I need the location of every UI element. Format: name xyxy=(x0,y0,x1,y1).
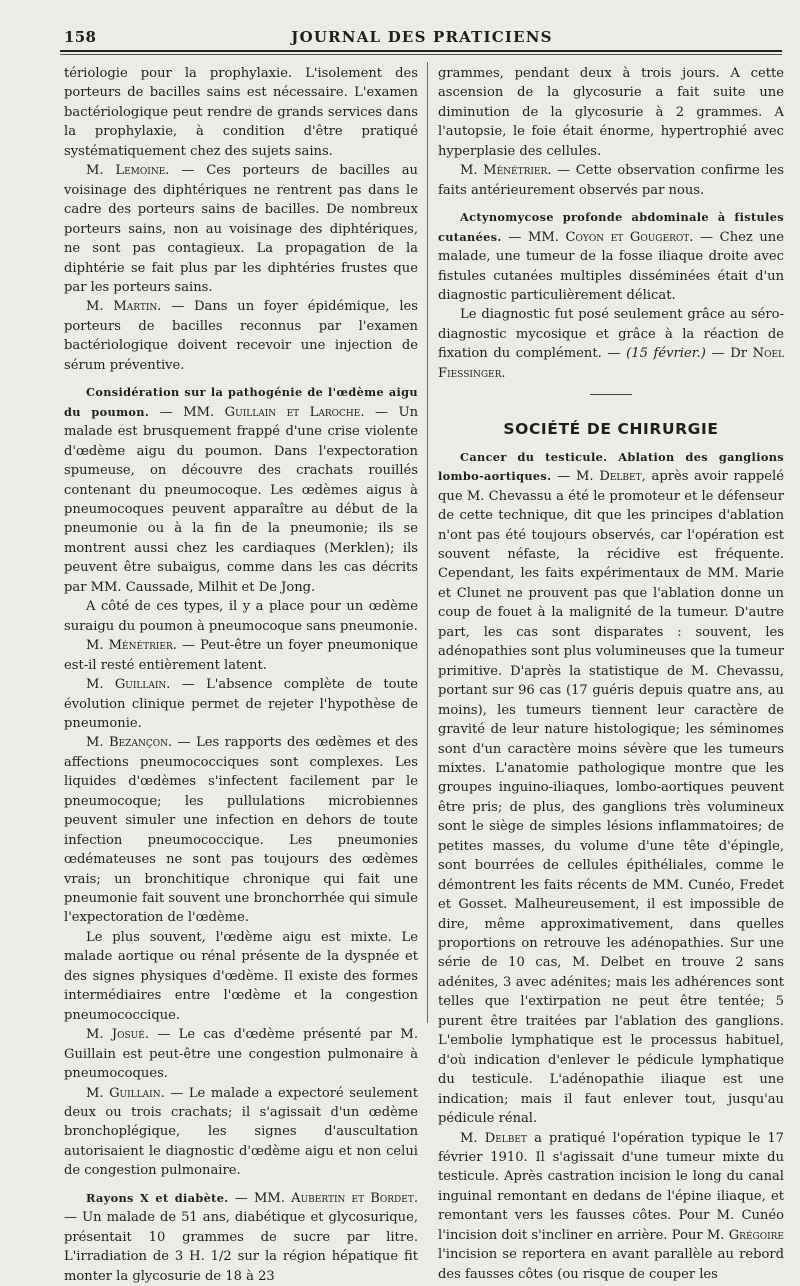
communication-title: Considération sur la pathogénie de l'œdème aigu du poumon. xyxy=(64,385,418,419)
speaker-name: M. Ménétrier. xyxy=(86,638,177,654)
paragraph-text: — Un malade est brusquement frappé d'une crise violente d'œdème aigu du poumon. Dans l'expectoration spumeuse, on découvre des crachats rouillés contenant du pneumocoque. Les œdèmes aigus à pneumocoques peuvent apparaître au début de la pneumonie ou à la fin de la pneumonie; ils se montrent aussi chez les cardiaques (Merklen); ils peuvent être subaigus, comme dans les cas décrits par MM. Caussade, Milhit et De Jong. xyxy=(64,404,418,595)
paragraph: Le plus souvent, l'œdème aigu est mixte. Le malade aortique ou rénal présente de la dyspnée et des signes physiques d'œdème. Il existe des formes intermédiaires entre l'œdème et la congestion pneumococcique. xyxy=(64,929,418,1023)
author-names: Coyon et Gougerot. xyxy=(565,229,694,245)
paragraph: A côté de ces types, il y a place pour un œdème suraigu du poumon à pneumocoque sans pneumonie. xyxy=(64,599,418,634)
separator-rule xyxy=(590,394,632,395)
signature: Noel Fiessinger. xyxy=(438,346,784,381)
author-name: Grégoire xyxy=(728,1227,784,1243)
paragraph xyxy=(64,161,418,297)
paragraph xyxy=(64,1189,418,1286)
paragraph-text: — MM. xyxy=(501,229,566,245)
paragraph xyxy=(64,383,418,597)
session-date: (15 février.) xyxy=(626,346,706,362)
page-number: 158 xyxy=(64,28,97,46)
speaker-name: M. Guillain. xyxy=(86,1085,165,1101)
paragraph xyxy=(64,1025,418,1083)
paragraph-text: — L'absence complète de toute évolution clinique permet de rejeter l'hypothèse de pneumonie. xyxy=(64,677,418,731)
left-column xyxy=(64,64,418,1286)
author-name: Delbet xyxy=(484,1130,527,1146)
paragraph-text: — Les rapports des œdèmes et des affections pneumococciques sont complexes. Les liquides d'œdèmes s'infectent facilement par le pneumocoque; les pullulations microbiennes peuvent simuler une infection en dehors de toute infection pneumococcique. Les pneumonies œdémateuses ne sont pas toujours des œdèmes vrais; un bronchitique chronique qui fait une pneumonie fait souvent une bronchorrhée qui simule l'expectoration de l'œdème. xyxy=(64,735,418,926)
speaker-name: M. Josué. xyxy=(86,1027,149,1043)
section-heading: SOCIÉTÉ DE CHIRURGIE xyxy=(503,420,719,439)
paragraph-text: , après avoir rappelé que M. Chevassu a été le promoteur et le défenseur de cette technique, dit que les principes d'ablation n'ont pas été toujours observés, car l'opération est souvent néfaste, la récidive est fréquente. Cependant, les faits expérimentaux de MM. Marie et Clunet ne prouvent pas que l'ablation donne un coup de fouet à la malignité de la tumeur. D'autre part, les cas sont disparates : souvent, les adénopathies sont plus volumineuses que la tumeur primitive. D'après la statistique de M. Chevassu, portant sur 96 cas (17 guéris depuis quatre ans, au moins), les tumeurs tiennent leur caractère de gravité de leur nature histologique; les séminomes sont d'un caractère moins sévère que les tumeurs mixtes. L'anatomie pathologique montre que les groupes inguino-iliaques, lombo-aortiques peuvent être pris; de plus, des ganglions très volumineux sont le siège de simples lésions inflammatoires; de petites masses, du volume d'une tête d'épingle, sont bourrées de cellules épithéliales, comme le démontrent les faits récents de MM. Cunéo, Fredet et Gosset. Malheureusement, il est impossible de dire, même approximativement, dans quelles proportions on retrouve les adénopathies. Sur une série de 10 cas, M. Delbet en trouve 2 sans adénites, 3 avec adénites; mais les adhérences sont telles que l'extirpation ne peut être tentée; 5 purent être traitées par l'ablation des ganglions. L'embolie lymphatique est le processus habituel, d'où indication d'enlever le pédicule lymphatique du testicule. L'adénopathie iliaque est une indication; mais il faut enlever tout, jusqu'au pédicule rénal. xyxy=(438,469,784,1127)
paragraph: grammes, pendant deux à trois jours. A cette ascension de la glycosurie a fait suite une diminution de la glycosurie à 2 grammes. A l'autopsie, le foie était énorme, hypertrophié avec hyperplasie des cellules. xyxy=(438,66,784,159)
paragraph-text: — MM. xyxy=(228,1190,292,1206)
speaker-name: M. Guillain. xyxy=(86,677,171,693)
paragraph-text: — MM. xyxy=(149,404,225,420)
speaker-name: M. Lemoine. xyxy=(86,163,170,179)
author-names: Aubertin et Bordet. xyxy=(291,1190,419,1206)
paragraph xyxy=(64,675,418,733)
paragraph-text: — Dr xyxy=(705,346,753,362)
paragraph-text: — M. xyxy=(551,469,600,485)
paragraph-text: l'incision se reportera en avant parallèle au rebord des fausses côtes (ou risque de couper les xyxy=(438,1247,784,1282)
journal-title: JOURNAL DES PRATICIENS xyxy=(291,28,553,46)
paragraph-text: — Cette observation confirme les faits antérieurement observés par nous. xyxy=(438,163,784,198)
paragraph xyxy=(438,208,784,305)
paragraph xyxy=(438,448,784,1129)
header-rule xyxy=(60,50,782,52)
paragraph xyxy=(64,1084,418,1181)
speaker-name: M. Martin. xyxy=(86,299,162,315)
speaker-name: M. Bezançon. xyxy=(86,735,173,751)
right-column xyxy=(438,64,784,1284)
paragraph xyxy=(64,636,418,675)
speaker-name: M. Ménétrier. xyxy=(460,163,552,179)
page-header xyxy=(62,26,782,48)
paragraph-text: Le diagnostic fut posé seulement grâce au séro-diagnostic mycosique et grâce à la réaction de fixation du complément. — xyxy=(438,307,784,362)
paragraph xyxy=(438,305,784,383)
paragraph xyxy=(438,161,784,200)
paragraph-text: — Un malade de 51 ans, diabétique et glycosurique, présentait 10 grammes de sucre par litre. L'irradiation de 3 H. 1/2 sur la région hépatique fit monter la glycosurie de 18 à 23 xyxy=(64,1210,418,1284)
communication-title: Rayons X et diabète. xyxy=(86,1190,229,1205)
communication-title: Actynomycose profonde abdominale à fistules cutanées. xyxy=(438,210,784,244)
paragraph-text: — Dans un foyer épidémique, les porteurs de bacilles reconnus par l'examen bactériologique doivent recevoir une injection de sérum préventive. xyxy=(64,299,418,373)
communication-title: Cancer du testicule. Ablation des ganglions lombo-aortiques. xyxy=(438,449,784,484)
paragraph-text: a pratiqué l'opération typique le 17 février 1910. Il s'agissait d'une tumeur mixte du testicule. Après castration incision le long du canal inguinal remontant en dedans de l'épine iliaque, et remontant vers les fausses côtes. Pour M. Cunéo l'incision doit s'incliner en arrière. Pour M. xyxy=(438,1130,784,1243)
paragraph-text: — Chez une malade, une tumeur de la fosse iliaque droite avec fistules cutanées multiples disséminées était d'un diagnostic particulièrement délicat. xyxy=(438,229,784,303)
paragraph: tériologie pour la prophylaxie. L'isolement des porteurs de bacilles sains est nécessaire. L'examen bactériologique peut rendre de grands services dans la prophylaxie, à condition d'être pratiqué systématiquement chez des sujets sains. xyxy=(64,66,418,159)
paragraph-text: M. xyxy=(460,1130,485,1146)
author-names: Guillain et Laroche. xyxy=(224,404,365,420)
paragraph-text: — Le cas d'œdème présenté par M. Guillain est peut-être une congestion pulmonaire à pneumocoques. xyxy=(64,1027,419,1082)
paragraph xyxy=(438,1129,784,1285)
header-rule-thin xyxy=(60,54,782,55)
author-name: Delbet xyxy=(599,469,642,485)
paragraph xyxy=(64,733,418,928)
column-divider xyxy=(427,62,428,1023)
paragraph xyxy=(64,297,418,375)
paragraph-text: — Ces porteurs de bacilles au voisinage des diphtériques ne rentrent pas dans le cadre des porteurs sains de bacilles. De nombreux porteurs sains, non au voisinage des diphtériques, ne sont pas contagieux. La propagation de la diphtérie se fait plus par les diphtéries frustes que par les porteurs sains. xyxy=(64,163,418,295)
paragraph-text: — Le malade a expectoré seulement deux ou trois crachats; il s'agissait d'un œdème bronchoplégique, les signes d'auscultation autorisaient le diagnostic d'œdème aigu et non celui de congestion pulmonaire. xyxy=(64,1085,418,1179)
paragraph-text: — Peut-être un foyer pneumonique est-il resté entièrement latent. xyxy=(64,638,418,673)
